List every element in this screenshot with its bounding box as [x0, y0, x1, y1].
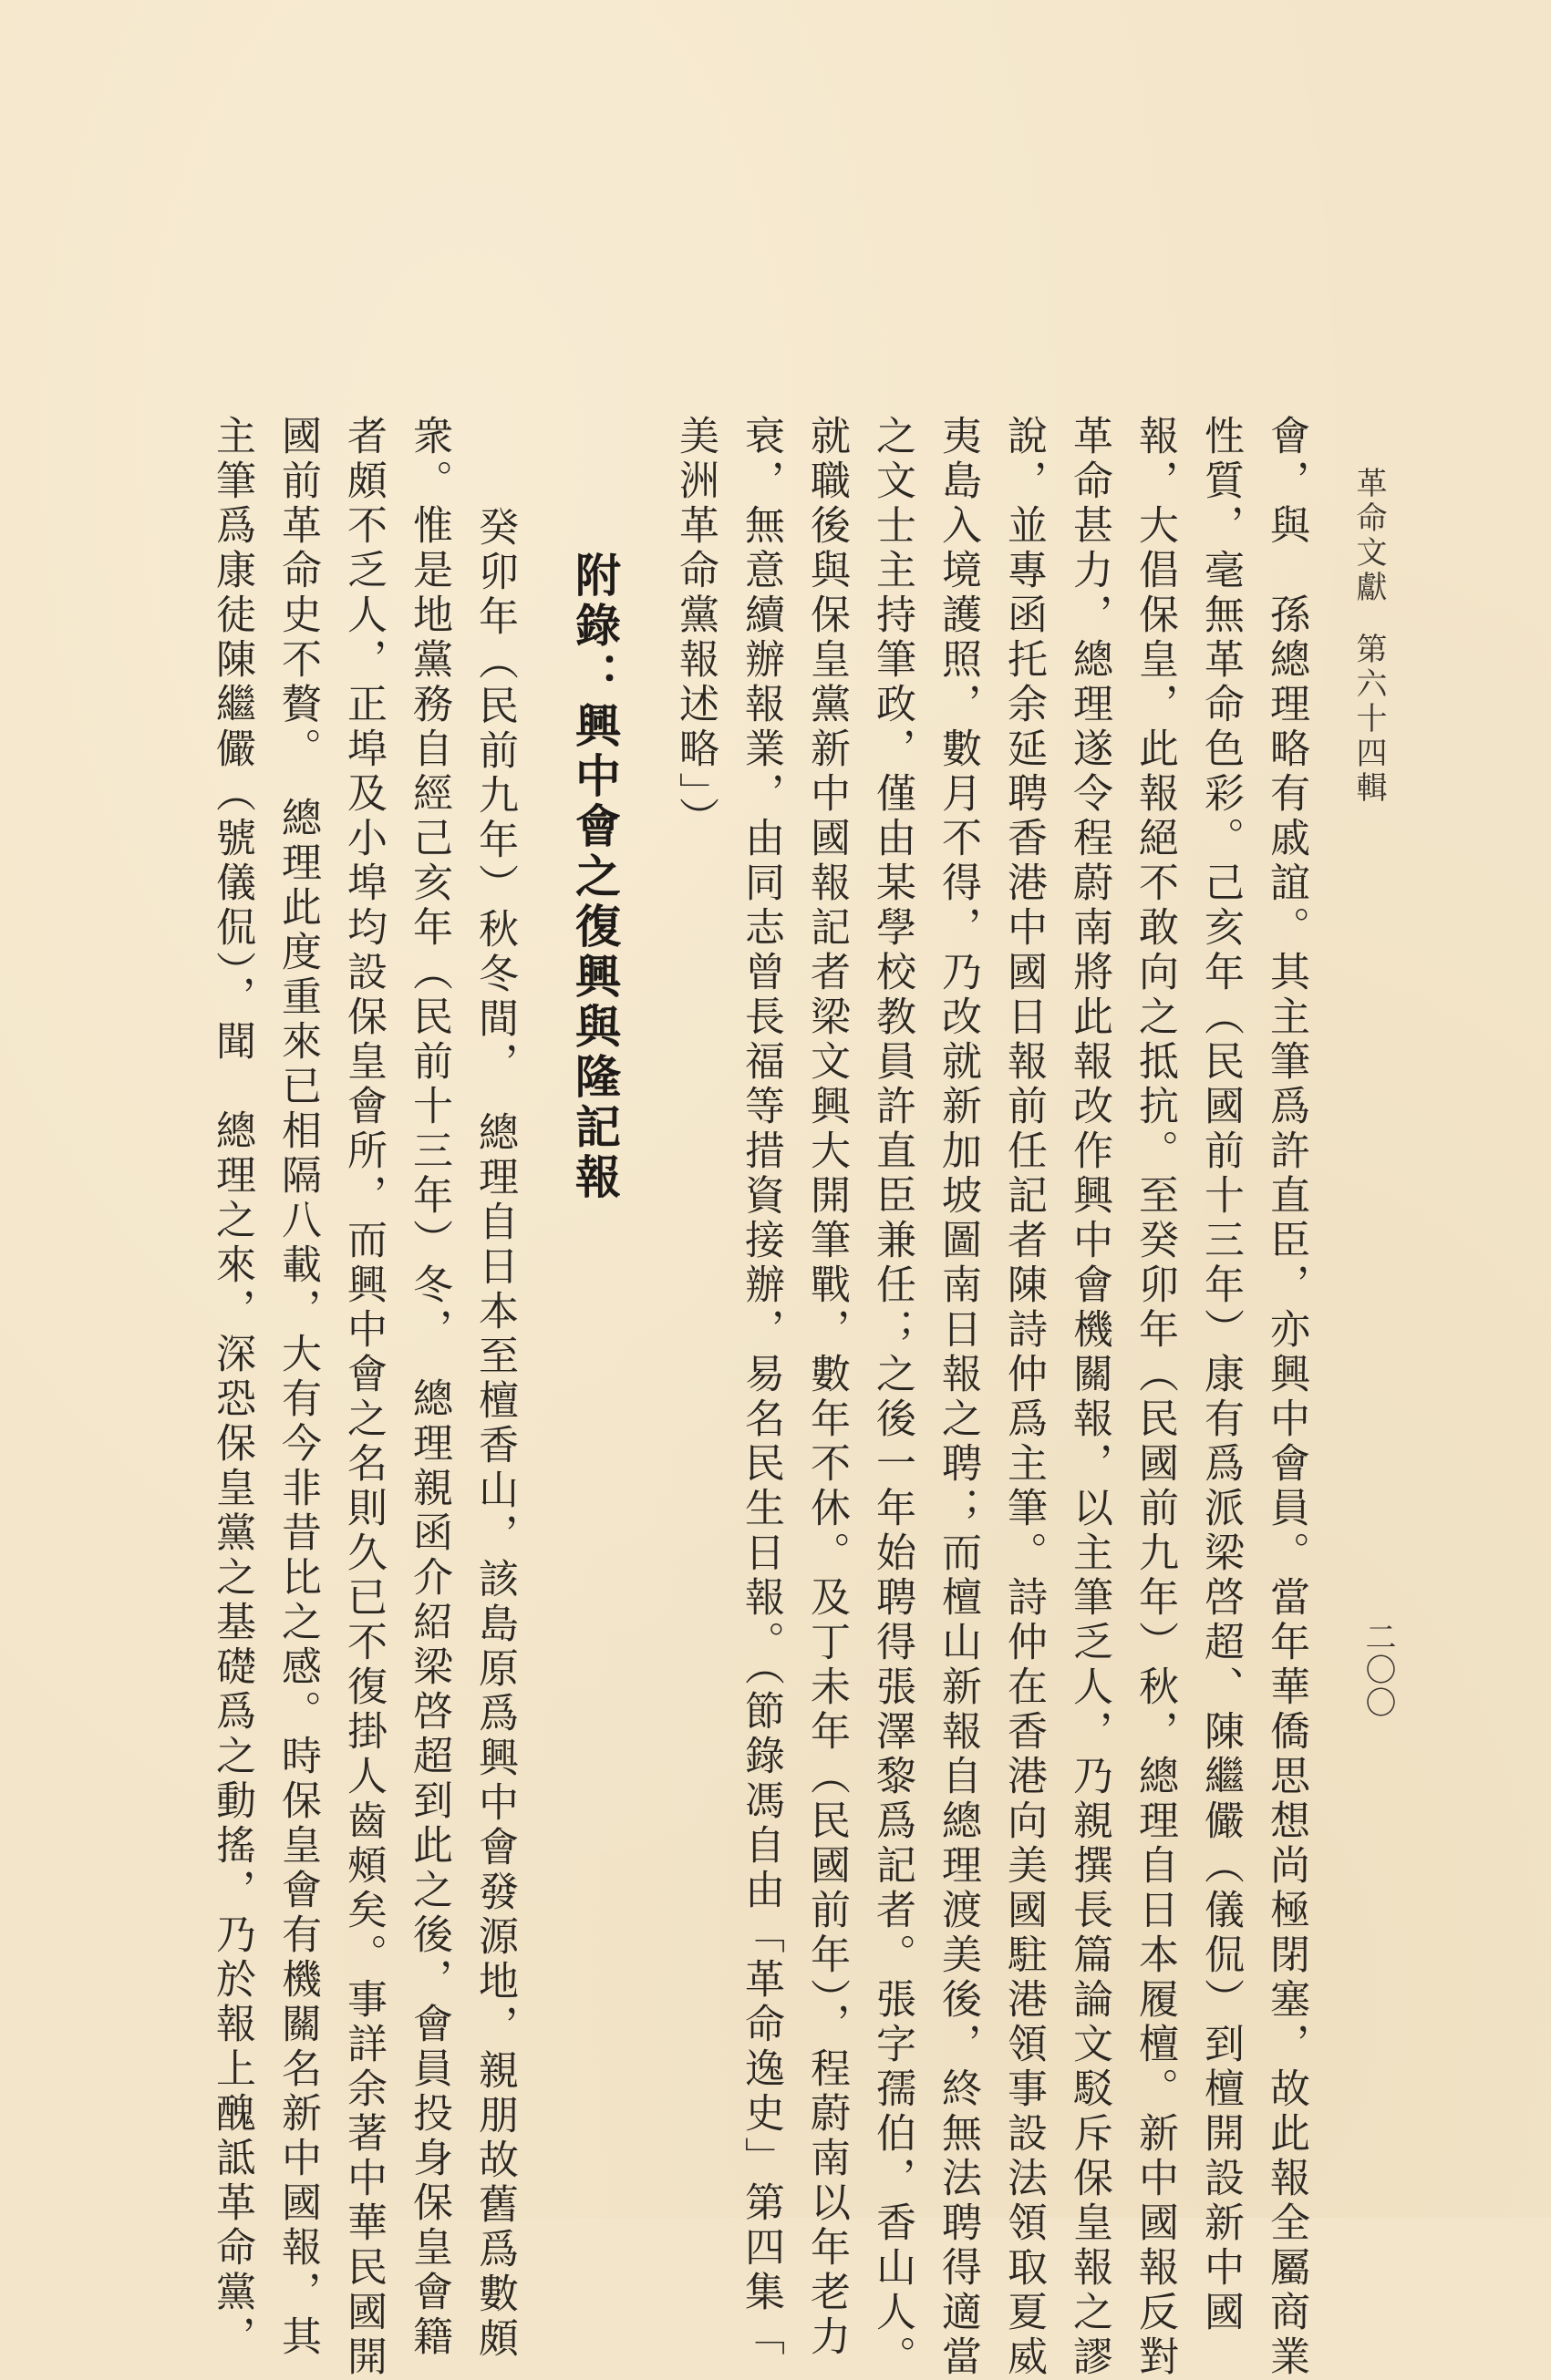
- text-column: 性質，毫無革命色彩。己亥年（民國前十三年）康有爲派梁啓超、陳繼儼（儀侃）到檀開設新中國: [1197, 415, 1244, 2335]
- page-number: 二〇〇: [1360, 1621, 1396, 1719]
- text-column: 之文士主持筆政，僅由某學校教員許直臣兼任；之後一年始聘得張澤黎爲記者。張字孺伯，香山人。: [869, 415, 915, 2380]
- text-column: 會，與 孫總理略有戚誼。其主筆爲許直臣，亦興中會員。當年華僑思想尚極閉塞，故此報全屬商業: [1263, 415, 1309, 2380]
- text-column: 革命甚力，總理遂令程蔚南將此報改作興中會機關報，以主筆乏人，乃親撰長篇論文駁斥保皇報之謬: [1066, 415, 1112, 2380]
- text-column: 者頗不乏人，正埠及小埠均設保皇會所，而興中會之名則久已不復掛人齒頰矣。事詳余著中華民國開: [340, 415, 387, 2380]
- text-column: 美洲革命黨報述略」）: [672, 415, 719, 841]
- vertical-body-text: [199, 415, 1318, 2380]
- text-column: 國前革命史不贅。 總理此度重來已相隔八載，大有今非昔比之感。時保皇會有機關名新中國報，其: [274, 415, 321, 2360]
- text-column: 夷島入境護照，數月不得，乃改就新加坡圖南日報之聘；而檀山新報自總理渡美後，終無法聘得適當: [935, 415, 981, 2380]
- publication-title: 革命文獻: [1350, 467, 1387, 605]
- text-column: 衰，無意續辦報業，由同志曾長福等措資接辦，易名民生日報。（節錄馮自由「革命逸史」第四集「: [738, 415, 784, 2360]
- text-column: 說，並專函托余延聘香港中國日報前任記者陳詩仲爲主筆。詩仲在香港向美國駐港領事設法領取夏威: [1000, 415, 1047, 2380]
- text-column: 主筆爲康徒陳繼儼（號儀侃），聞 總理之來，深恐保皇黨之基礎爲之動搖，乃於報上醜詆革命黨，: [209, 415, 255, 2360]
- volume-label: 第六十四輯: [1350, 633, 1387, 806]
- text-column: 報，大倡保皇，此報絕不敢向之抵抗。至癸卯年（民國前九年）秋，總理自日本履檀。新中國報反對: [1132, 415, 1178, 2380]
- text-column: 就職後與保皇黨新中國報記者梁文興大開筆戰，數年不休。及丁未年（民國前年），程蔚南以年老力: [803, 415, 850, 2360]
- running-head: [1350, 467, 1387, 806]
- text-column: 衆。惟是地黨務自經己亥年（民前十三年）冬， 總理親函介紹梁啓超到此之後，會員投身保皇會籍: [406, 415, 452, 2360]
- text-column: 癸卯年（民前九年）秋冬間， 總理自日本至檀香山，該島原爲興中會發源地，親朋故舊爲數頗: [471, 506, 518, 2362]
- section-heading: 附錄：興中會之復興與隆記報: [568, 551, 622, 1203]
